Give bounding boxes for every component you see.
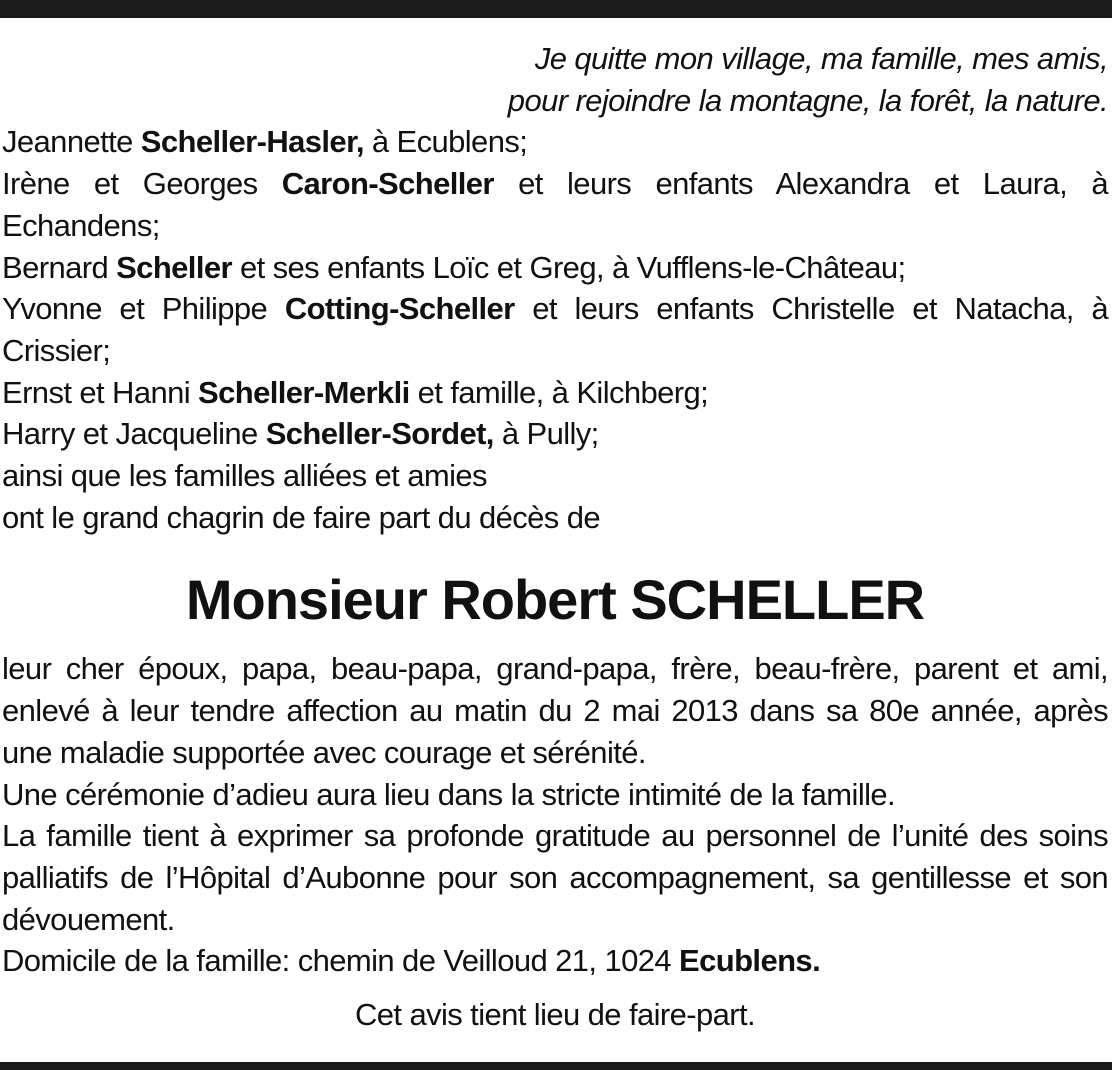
family-entry bbox=[2, 372, 1108, 414]
top-rule bbox=[0, 0, 1112, 18]
closing-note: Cet avis tient lieu de faire-part. bbox=[354, 997, 756, 1033]
obituary-notice bbox=[2, 38, 1108, 1036]
family-entry-name: Scheller-Merkli bbox=[198, 374, 410, 410]
family-entry bbox=[2, 413, 1108, 455]
family-entry-text: Yvonne et Philippe bbox=[2, 291, 285, 327]
epigraph bbox=[2, 38, 1108, 121]
family-entry-text: et leurs enfants Alexandra et Laura, à Echandens; bbox=[2, 166, 1108, 243]
ceremony-paragraph: Une cérémonie d’adieu aura lieu dans la stricte intimité de la famille. bbox=[2, 776, 896, 812]
domicile-address: Domicile de la famille: chemin de Veilloud 21, 1024 bbox=[2, 943, 680, 979]
domicile-line bbox=[2, 940, 1108, 982]
family-entry-text: Jeannette bbox=[2, 124, 141, 160]
epigraph-line: Je quitte mon village, ma famille, mes amis, bbox=[534, 41, 1108, 76]
family-entry-text: et ses enfants Loïc et Greg, à Vufflens-le-Château; bbox=[231, 249, 906, 285]
notice-body bbox=[2, 648, 1108, 982]
bottom-rule bbox=[0, 1062, 1112, 1070]
intro-line: ont le grand chagrin de faire part du décès de bbox=[2, 499, 600, 535]
family-entry-text: à Ecublens; bbox=[363, 124, 528, 160]
deceased-name: Monsieur Robert SCHELLER bbox=[185, 568, 925, 632]
family-entry bbox=[2, 247, 1108, 289]
family-entry-text: Bernard bbox=[2, 249, 117, 285]
family-entry-name: Scheller bbox=[116, 249, 232, 285]
family-list bbox=[2, 121, 1108, 538]
family-entry-text: Ernst et Hanni bbox=[2, 374, 199, 410]
epigraph-line: pour rejoindre la montagne, la forêt, la nature. bbox=[507, 82, 1108, 118]
family-entry-name: Scheller-Sordet, bbox=[265, 416, 494, 452]
intro-line: ainsi que les familles alliées et amies bbox=[2, 458, 487, 494]
domicile-town: Ecublens. bbox=[679, 943, 821, 979]
family-entry bbox=[2, 288, 1108, 371]
family-entry-text: et famille, à Kilchberg; bbox=[409, 374, 709, 410]
family-entry-text: Harry et Jacqueline bbox=[2, 416, 266, 452]
gratitude-paragraph: La famille tient à exprimer sa profonde gratitude au personnel de l’unité des soins palliatifs de l’Hôpital d’Aubonne pour son accompagnement, sa gentillesse et son dévouement. bbox=[2, 818, 1108, 937]
family-entry-name: Caron-Scheller bbox=[281, 166, 494, 202]
family-entry-name: Scheller-Hasler, bbox=[140, 124, 364, 160]
family-entry-text: à Pully; bbox=[493, 416, 599, 452]
family-entry-name: Cotting-Scheller bbox=[284, 291, 515, 327]
family-entry bbox=[2, 121, 1108, 163]
family-entry-text: et leurs enfants Christelle et Natacha, à Crissier; bbox=[2, 291, 1108, 368]
tribute-paragraph: leur cher époux, papa, beau-papa, grand-papa, frère, beau-frère, parent et ami, enlevé à leur tendre affection au matin du 2 mai 2013 dans sa 80e année, après une maladie supportée avec courage et sérénité. bbox=[2, 651, 1108, 770]
family-entry-text: Irène et Georges bbox=[2, 166, 282, 202]
family-entry bbox=[2, 163, 1108, 246]
